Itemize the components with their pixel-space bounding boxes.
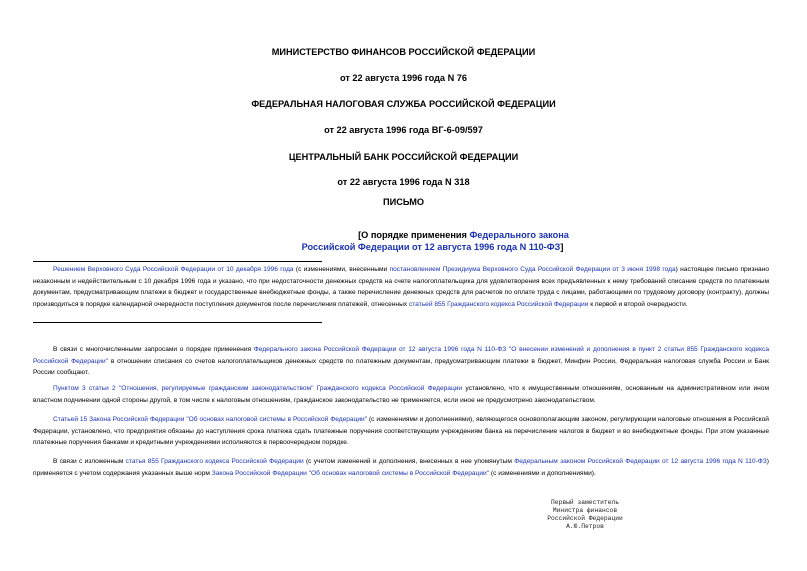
signature-line-4: А.Ю.Петров (566, 523, 604, 530)
central-bank-title: ЦЕНТРАЛЬНЫЙ БАНК РОССИЙСКОЙ ФЕДЕРАЦИИ (288, 152, 519, 162)
presidium-resolution-link[interactable]: постановлением Президиума Верховного Суда Российской Федерации от 3 июня 1998 года (389, 266, 676, 273)
central-bank-date: от 22 августа 1996 года N 318 (337, 177, 470, 187)
paragraph-3 (33, 414, 769, 449)
signature-block (535, 499, 635, 531)
federal-law-link[interactable]: Федерального закона (469, 230, 569, 240)
note-text-1: (с изменениями, внесенными (293, 266, 390, 273)
preamble-open: [О порядке применения (358, 230, 470, 240)
preamble (0, 229, 807, 253)
note-text-2: ) настоящее письмо признано незаконным и недействительным с 10 декабря 1996 года и указано, что при недостаточности денежных средств на счете налогоплательщика для удовлетворения всех предъявленных к нему требований списание средств по платежным документам, предусматривающим платежи в бюджет и государственные внебюджетные фонды, а также перечисление денежных средств для расчетов по оплате труда с лицами, работающими по трудовому договору (контракту), должны производиться в порядке календарной очередности поступления документов после перечисления платежей, отнесенных (33, 266, 770, 308)
paragraph-1 (33, 344, 769, 379)
civil-code-855-link[interactable]: статьей 855 Гражданского кодекса Российской Федерации (408, 300, 589, 308)
supreme-court-decision-link[interactable]: Решением Верховного Суда Российской Федерации от 10 декабря 1996 года (53, 266, 294, 273)
law-110fz-link[interactable]: Федерального закона Российской Федерации от 12 августа 1996 года N 110-ФЗ (253, 346, 507, 353)
clause-3-article-2-link[interactable]: Пунктом 3 статьи 2 (53, 385, 116, 392)
note-top-rule (33, 261, 322, 262)
tax-system-law-ref-link[interactable]: Закона Российской Федерации "Об основах налоговой системы в Российской Федерации" (211, 469, 490, 477)
amendments-title-link[interactable]: "О внесении изменений и дополнения в пункт 2 статьи 855 Гражданского кодекса Российской Федерации" (33, 346, 769, 365)
federal-law-date-link[interactable]: Российской Федерации от 12 августа 1996 года N 110-ФЗ (301, 242, 561, 252)
p4-text-4: (с изменениями и дополнениями). (489, 469, 596, 477)
signature-line-3: Российской Федерации (547, 515, 623, 522)
note-text-3: к первой и второй очередности. (588, 300, 688, 308)
p3-text-2: (с изменениями и дополнениями), являющегося основополагающим законом, регулирующим налоговые отношения в Российской Федерации, установлено, что предприятия обязаны до наступления срока платежа сдать платежные поручения соответствующим учреждениям банка на перечисление налогов в бюджет и во внебюджетные фонды. При этом указанные платежные поручения банками и кредитными учреждениями исполняются в первоочередном порядке. (33, 416, 769, 447)
article-855-link[interactable]: статья 855 Гражданского кодекса Российской Федерации (125, 458, 304, 465)
p2-text-3: установлено, что к имущественным отношениям, основанным на административном или ином властном подчинении одной стороны другой, в том числе к налоговым отношениям, гражданское законодательство не применяется, если иное не предусмотрено законодательством. (33, 385, 769, 404)
federal-law-110fz-link[interactable]: Федеральным законом Российской Федерации от 12 августа 1996 года N 110-ФЗ (514, 458, 767, 465)
p1-text-3: в отношении списания со счетов налогоплательщиков денежных средств по платежным документам, предусматривающим платежи в бюджет, Минфин России, Федеральная налоговая служба России и Банк России сообщают. (33, 357, 770, 377)
civil-relations-link[interactable]: "Отношения, регулируемые гражданским законодательством" (118, 385, 314, 392)
p4-text-1: В связи с изложенным (53, 458, 126, 465)
p1-text-1: В связи с многочисленными запросами о порядке применения (53, 346, 254, 353)
tax-service-date: от 22 августа 1996 года ВГ-6-09/597 (324, 125, 483, 135)
ministry-title: МИНИСТЕРСТВО ФИНАНСОВ РОССИЙСКОЙ ФЕДЕРАЦИИ (271, 47, 536, 57)
paragraph-2 (33, 383, 769, 406)
tax-system-law-link[interactable]: "Об основах налоговой системы в Российской Федерации" (186, 416, 368, 423)
signature-line-1: Первый заместитель (550, 499, 620, 506)
civil-code-link[interactable]: Гражданского кодекса Российской Федерации (316, 385, 463, 392)
preamble-close: ] (560, 242, 564, 252)
tax-service-title: ФЕДЕРАЛЬНАЯ НАЛОГОВАЯ СЛУЖБА РОССИЙСКОЙ ФЕДЕРАЦИИ (251, 99, 556, 109)
article-15-link[interactable]: Статьей 15 Закона Российской Федерации (53, 416, 185, 423)
p4-text-2: (с учетом изменений и дополнения, внесенных в нее упомянутым (303, 458, 515, 465)
ministry-date: от 22 августа 1996 года N 76 (339, 73, 468, 83)
paragraph-4 (33, 456, 769, 479)
document-type: ПИСЬМО (382, 197, 425, 207)
p4-text-3: ) применяется с учетом содержания указанных выше норм (33, 458, 769, 477)
note-bottom-rule (33, 322, 322, 323)
court-note (33, 264, 769, 310)
signature-line-2: Министра финансов (552, 507, 618, 514)
